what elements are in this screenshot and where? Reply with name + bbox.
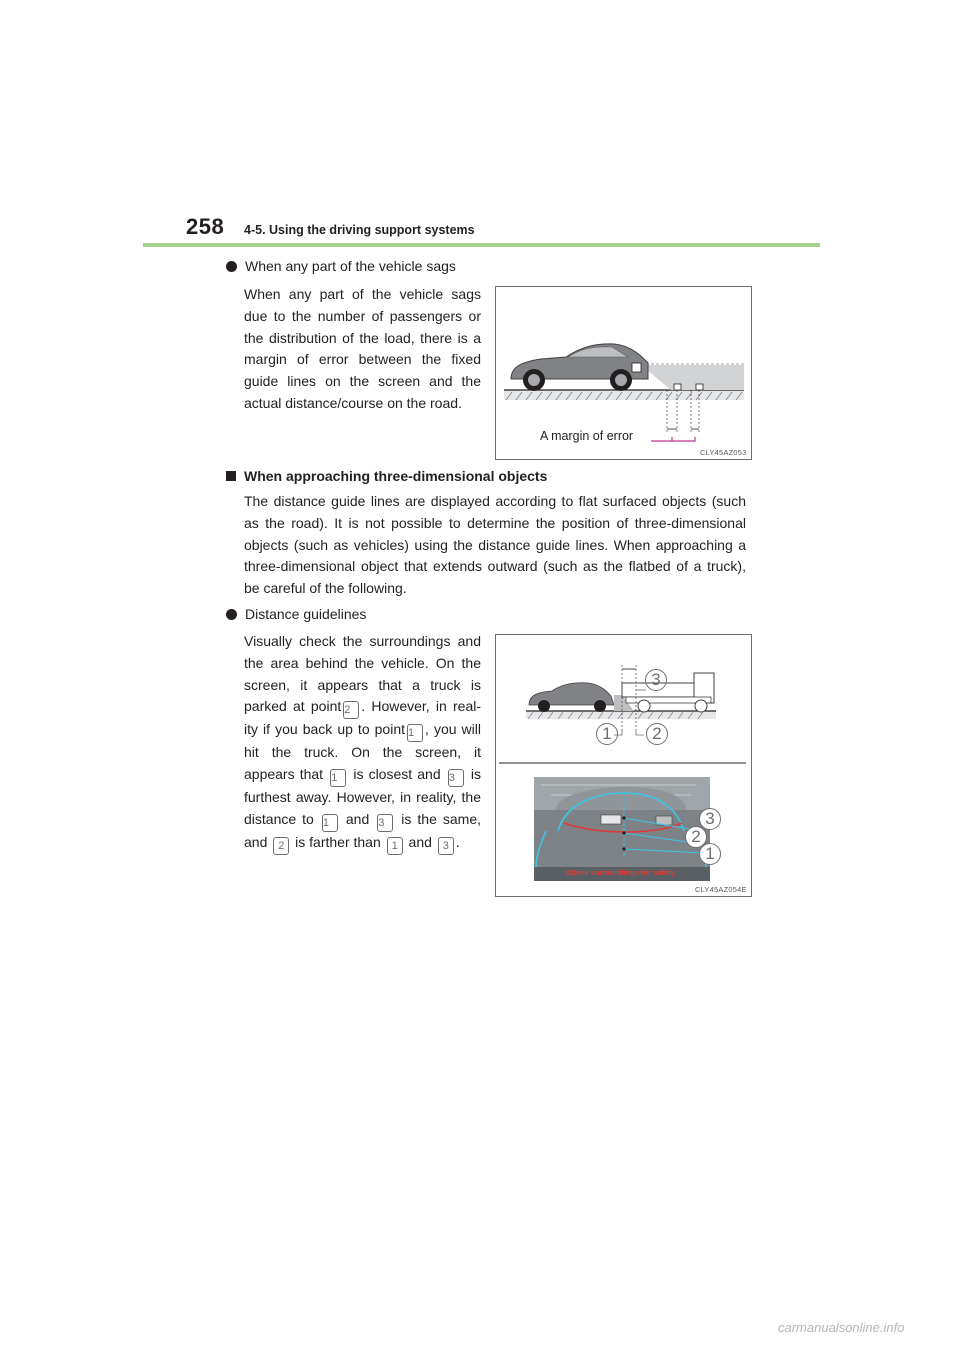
point-1-icon: 1 [330,769,346,787]
sag-line: margin of error between the fixed [244,351,481,368]
bullet-dot-icon [226,261,237,272]
point-3-icon: 3 [377,814,393,832]
point-3-icon: 3 [438,837,454,855]
distance-line [244,719,481,742]
distance-line: Visually check the surroundings and [244,633,481,649]
text-run: , you will [425,721,482,738]
sag-title: When any part of the vehicle sags [245,258,456,274]
margin-of-error-label: A margin of error [540,429,634,443]
footer-watermark: carmanualsonline.info [778,1320,905,1335]
header-rule [143,243,820,247]
three-d-line: as the road). It is not possible to determine the position of three-dimensional [244,514,746,531]
text-run: ity if you back up to point [244,721,406,738]
sag-figure [495,286,752,460]
three-d-line: The distance guide lines are displayed according to flat surfaced objects (such [244,493,746,509]
text-run: . [455,833,460,850]
sag-line: the distribution of the load, there is a [244,329,481,346]
text-run: parked at point [244,698,342,715]
three-d-line: three-dimensional object that extends outward (such as the flatbed of a truck), [244,558,746,575]
distance-line [244,696,481,719]
square-bullet-icon [226,471,236,481]
sag-line: actual distance/course on the road. [244,394,462,411]
sag-bullet [226,257,456,275]
three-d-paragraph [244,491,746,600]
distance-line: hit the truck. On the screen, it [244,744,481,761]
three-d-line: be careful of the following. [244,580,407,597]
callout-3-icon: 3 [645,669,667,691]
text-run: and [408,833,432,850]
sag-line: guide lines on the screen and the [244,373,481,390]
distance-bullet [226,605,366,623]
three-d-heading: When approaching three-dimensional objects [244,468,548,484]
sag-line: due to the number of passengers or [244,307,481,324]
page-number: 258 [186,214,225,239]
text-run: and [345,810,370,827]
distance-figure [495,634,752,897]
text-run: is the same, [401,810,481,827]
text-run: . However, in real- [361,698,481,715]
screen-warning-text: Check surroundings for safety. [566,868,677,877]
section-title: 4-5. Using the driving support systems [244,223,475,237]
distance-line: furthest away. However, in reality, the [244,789,481,806]
three-d-line: objects (such as vehicles) using the distance guide lines. When approaching a [244,536,746,553]
point-1-icon: 1 [322,814,338,832]
screen-callout-1-icon: 1 [699,843,721,865]
point-2-icon: 2 [273,837,289,855]
distance-line: the area behind the vehicle. On the [244,654,481,671]
text-run: is [470,766,481,783]
figure-code: CLY45AZ053 [700,448,747,457]
distance-line: screen, it appears that a truck is [244,676,481,693]
point-1-icon: 1 [407,724,423,742]
callout-1-icon: 1 [596,723,618,745]
distance-line [244,809,481,832]
point-2-icon: 2 [343,701,359,719]
callout-2-icon: 2 [646,723,668,745]
distance-title: Distance guidelines [245,606,367,622]
point-1-icon: 1 [387,837,403,855]
point-3-icon: 3 [448,769,464,787]
screen-callout-3-icon: 3 [699,808,721,830]
screen-callout-2-icon: 2 [685,826,707,848]
distance-paragraph [244,631,481,855]
text-run: and [244,833,268,850]
bullet-dot-icon [226,609,237,620]
text-run: is closest and [353,766,441,783]
text-run: appears that [244,766,324,783]
three-d-heading-row [226,467,547,485]
figure-code: CLY45AZ054E [695,885,747,894]
distance-line [244,832,481,855]
sag-paragraph [244,284,481,415]
text-run: distance to [244,810,314,827]
distance-line [244,764,481,787]
text-run: is farther than [295,833,381,850]
sag-line: When any part of the vehicle sags [244,286,481,302]
